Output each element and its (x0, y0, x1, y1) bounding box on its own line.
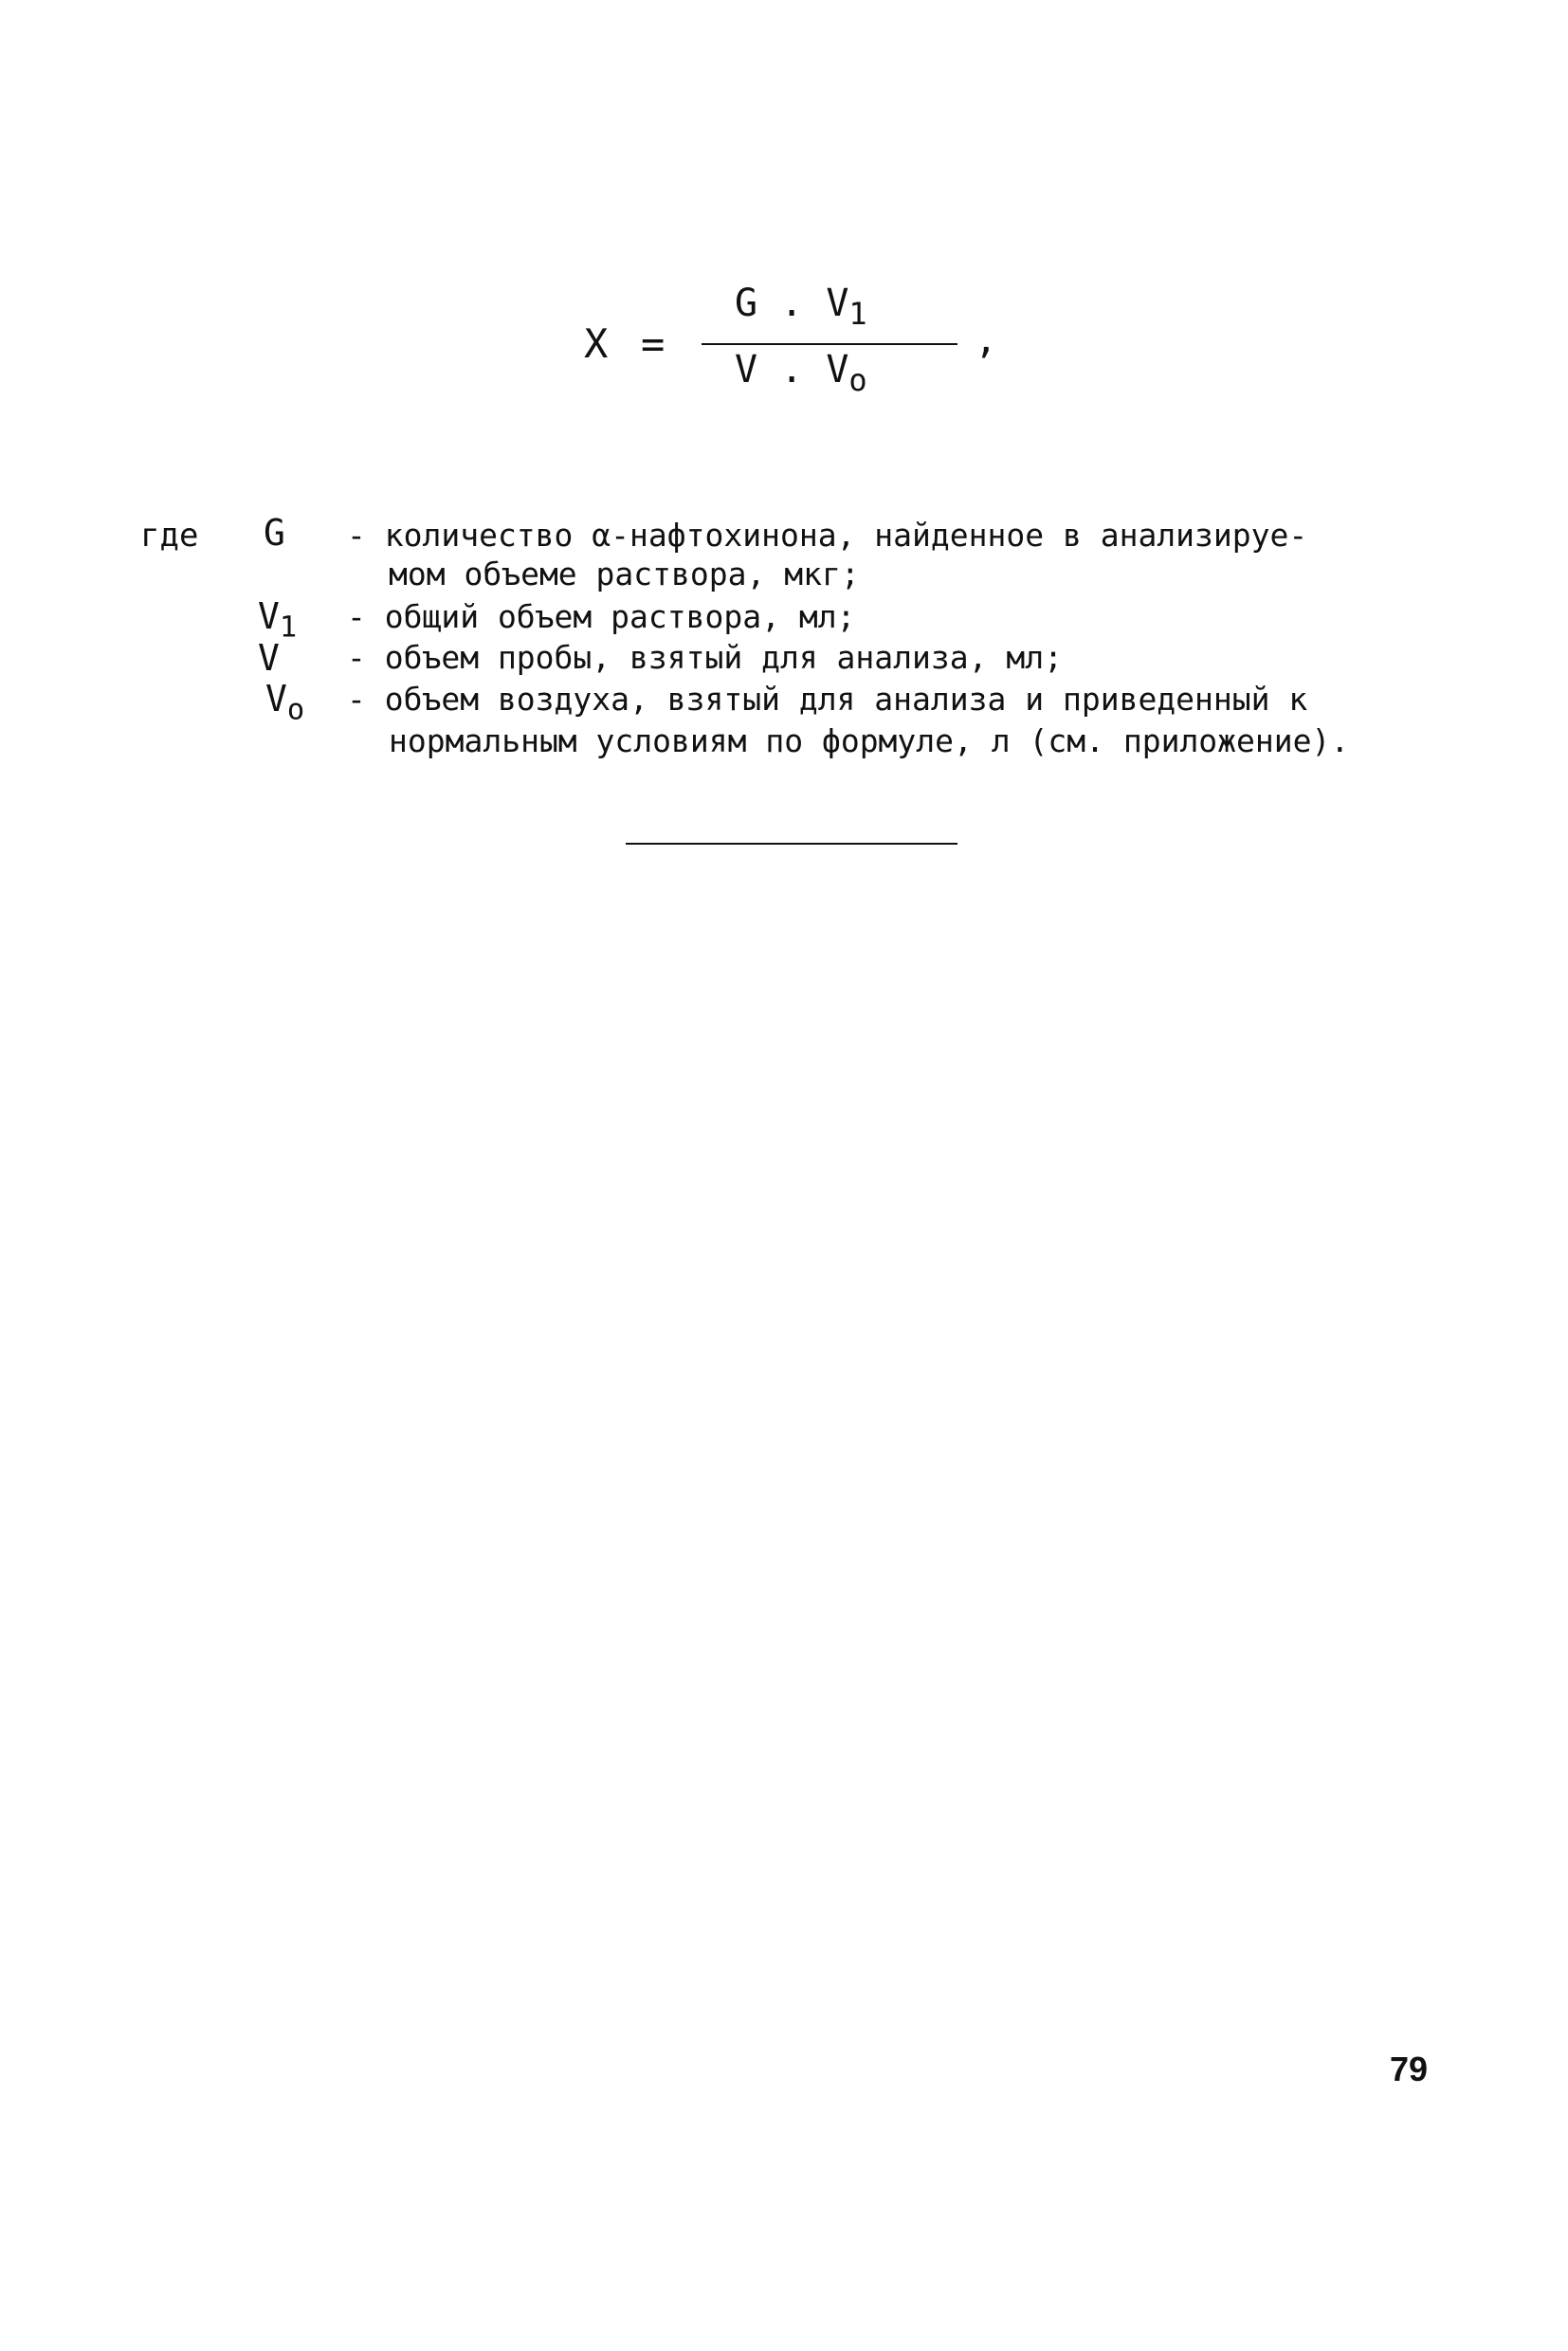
page-number: 79 (1390, 2050, 1429, 2088)
numerator-subscript: 1 (848, 296, 867, 332)
definition-g-line-1: - количество α-нафтохинона, найденное в анализируе- (347, 517, 1308, 554)
definition-g-line-2: мом объеме раствора, мкг; (389, 556, 860, 592)
symbol-v (258, 637, 280, 679)
symbol-v0-subscript: o (286, 693, 305, 727)
symbol-v1-text: V (258, 595, 280, 637)
formula-equals: = (641, 320, 665, 367)
symbol-g (264, 512, 285, 554)
formula-lhs: X (584, 320, 609, 367)
definition-v0-line-1: - объем воздуха, взятый для анализа и приведенный к (347, 681, 1308, 718)
definition-v0-line-2: нормальным условиям по формуле, л (см. приложение). (389, 722, 1350, 759)
definition-v1-line-1: - общий объем раствора, мл; (347, 598, 856, 635)
definition-v-line-1: - объем пробы, взятый для анализа, мл; (347, 639, 1063, 676)
numerator-text: G . V (735, 282, 849, 325)
formula-numerator (735, 282, 867, 332)
where-word: где (140, 517, 199, 555)
symbol-v0 (265, 678, 304, 727)
symbol-v-text: V (258, 637, 280, 679)
fraction-bar (702, 343, 957, 345)
denominator-text: V . V (735, 348, 849, 392)
section-divider (626, 843, 957, 845)
formula-denominator (735, 348, 867, 398)
symbol-g-text: G (264, 512, 285, 554)
formula-comma: , (975, 319, 998, 362)
denominator-subscript: o (848, 362, 867, 398)
symbol-v0-text: V (265, 678, 287, 720)
symbol-v1-subscript: 1 (279, 611, 298, 645)
